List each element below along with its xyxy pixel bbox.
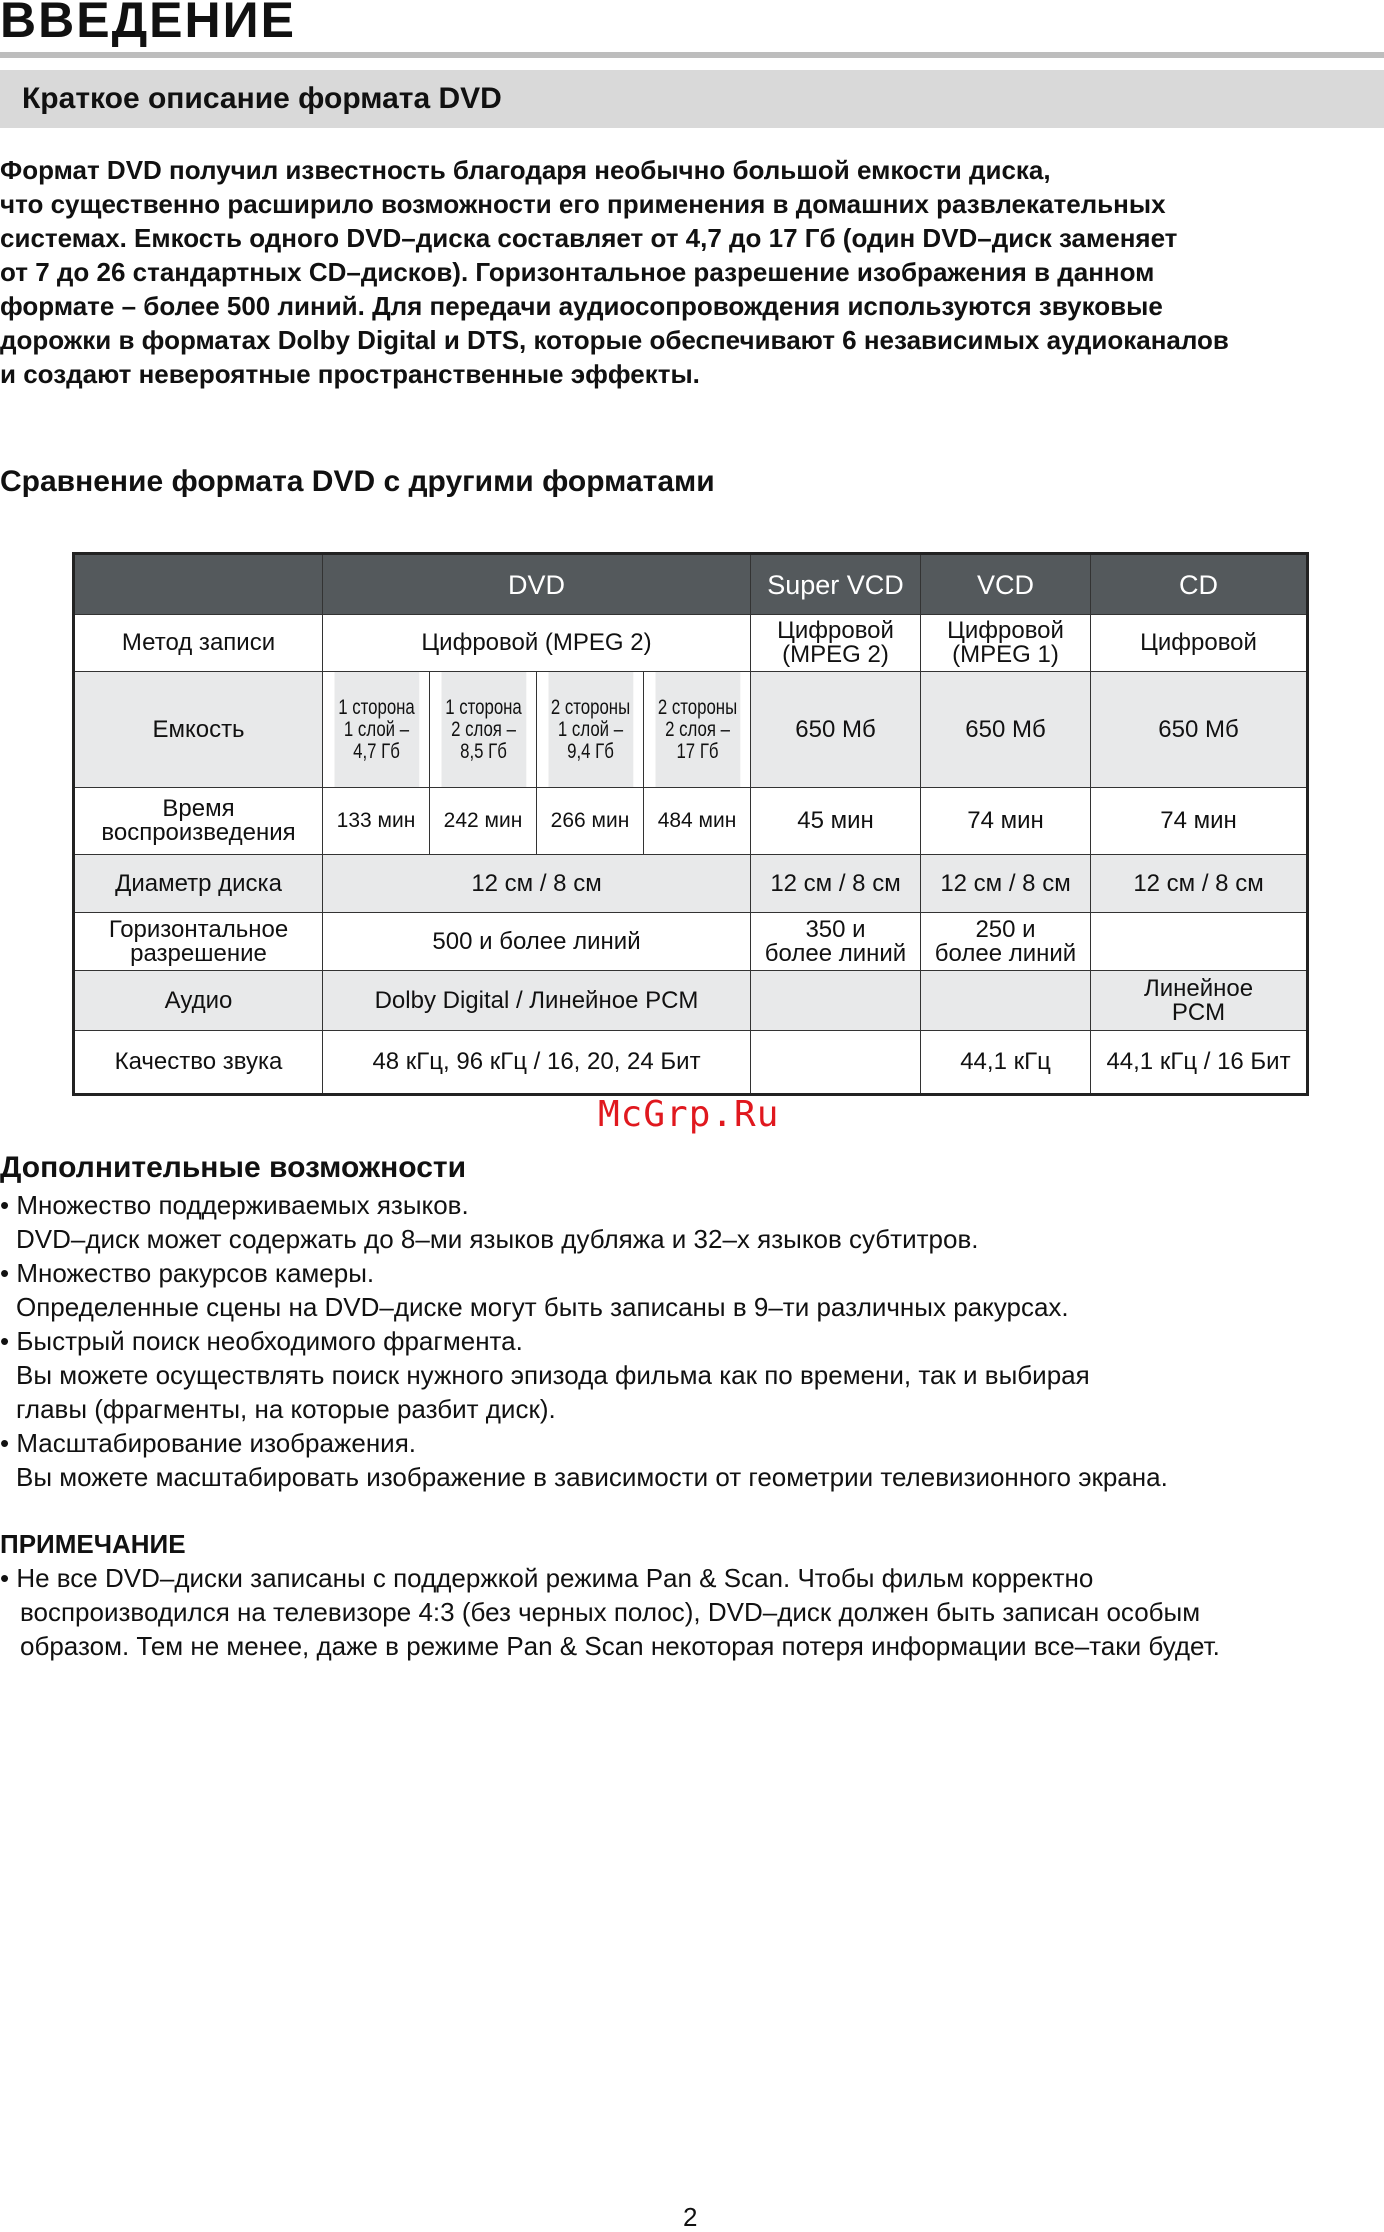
cell-vcd: 650 Мб [921,672,1091,788]
header-cd: CD [1091,554,1308,615]
table-row-playtime [74,788,1308,855]
table-row-method [74,615,1308,672]
cell-line: 250 и [975,915,1036,943]
feature-desc: Вы можете осуществлять поиск нужного эпизода фильма как по времени, так и выбирая [16,1360,1090,1390]
intro-line: Формат DVD получил известность благодаря необычно большой емкости диска, [0,155,1051,185]
row-label [74,913,323,971]
cell-line: более линий [764,939,907,967]
table-row-diameter [74,855,1308,913]
cell-svcd [751,971,921,1031]
header-dvd: DVD [323,554,751,615]
cell-line: (MPEG 2) [782,641,889,668]
feature-desc: Вы можете масштабировать изображение в зависимости от геометрии телевизионного экрана. [16,1462,1168,1492]
row-label: Качество звука [74,1031,323,1095]
page-title: ВВЕДЕНИЕ [0,0,296,48]
feature-title: • Быстрый поиск необходимого фрагмента. [0,1326,523,1356]
section-header-bar [0,70,1384,128]
row-label: Емкость [74,672,323,788]
title-rule [0,52,1384,58]
cell-line: разрешение [130,939,267,967]
row-label: Метод записи [74,615,323,672]
intro-line: формате – более 500 линий. Для передачи аудиосопровождения используются звуковые [0,291,1163,321]
intro-line: и создают невероятные пространственные эффекты. [0,359,700,389]
cell-dvd-time-4: 484 мин [644,788,751,855]
cell-line: 2 слоя – [450,717,516,741]
intro-paragraph [0,153,1370,391]
table-row-quality [74,1031,1308,1095]
cell-cd [1091,913,1308,971]
cell-vcd [921,615,1091,672]
row-label: Диаметр диска [74,855,323,913]
cell-line: более линий [934,939,1077,967]
cell-line: 1 слой – [343,717,409,741]
note-heading: ПРИМЕЧАНИЕ [0,1529,186,1559]
page-number: 2 [683,2202,698,2232]
row-label [74,788,323,855]
cell-dvd-time-3: 266 мин [537,788,644,855]
comparison-heading: Сравнение формата DVD с другими форматами [0,465,715,498]
intro-line: системах. Емкость одного DVD–диска составляет от 4,7 до 17 Гб (один DVD–диск заменяет [0,223,1178,253]
watermark: McGrp.Ru [598,1094,780,1135]
cell-line: 4,7 Гб [352,739,400,763]
section-title: Краткое описание формата DVD [22,82,502,115]
feature-title: • Масштабирование изображения. [0,1428,417,1458]
cell-vcd: 74 мин [921,788,1091,855]
header-vcd: VCD [921,554,1091,615]
cell-dvd-time-2: 242 мин [430,788,537,855]
cell-line: 8,5 Гб [459,739,507,763]
cell-dvd: Цифровой (MPEG 2) [323,615,751,672]
cell-line: Цифровой [777,617,894,644]
cell-vcd: 44,1 кГц [921,1031,1091,1095]
note-line: образом. Тем не менее, даже в режиме Pan & Scan некоторая потеря информации все–таки будет. [20,1631,1220,1661]
feature-desc: Определенные сцены на DVD–диске могут быть записаны в 9–ти различных ракурсах. [16,1292,1069,1322]
cell-dvd: 48 кГц, 96 кГц / 16, 20, 24 Бит [323,1031,751,1095]
cell-svcd: 45 мин [751,788,921,855]
cell-dvd-time-1: 133 мин [323,788,430,855]
list-item [0,1256,1370,1324]
cell-line: Горизонтальное [108,915,289,943]
cell-line: PCM [1171,998,1226,1026]
cell-line: 9,4 Гб [566,739,614,763]
cell-vcd [921,971,1091,1031]
table-row-resolution [74,913,1308,971]
cell-line: 350 и [805,915,866,943]
table-row-audio [74,971,1308,1031]
table-row-capacity [74,672,1308,788]
cell-line: (MPEG 1) [952,641,1059,668]
cell-line: 1 слой – [557,717,623,741]
cell-cd: Цифровой [1091,615,1308,672]
cell-cd: 12 см / 8 см [1091,855,1308,913]
cell-svcd [751,913,921,971]
cell-dvd: 12 см / 8 см [323,855,751,913]
cell-line: воспроизведения [101,819,296,846]
cell-line: 17 Гб [675,739,719,763]
feature-desc: главы (фрагменты, на которые разбит диск). [16,1394,556,1424]
cell-svcd: 650 Мб [751,672,921,788]
cell-cd: 44,1 кГц / 16 Бит [1091,1031,1308,1095]
cell-line: 1 сторона [444,695,522,719]
features-list [0,1188,1370,1494]
cell-svcd [751,1031,921,1095]
cell-line: 2 слоя – [664,717,730,741]
list-item [0,1188,1370,1256]
cell-line: Цифровой [947,617,1064,644]
cell-cd: 74 мин [1091,788,1308,855]
cell-dvd: Dolby Digital / Линейное PCM [323,971,751,1031]
features-heading: Дополнительные возможности [0,1151,467,1184]
cell-line: Линейное [1143,974,1254,1002]
cell-dvd-capacity-2 [440,672,526,788]
list-item [0,1426,1370,1494]
table-header-row [74,554,1308,615]
cell-dvd-capacity-1 [333,672,419,788]
header-empty-cell [74,554,323,615]
intro-line: дорожки в форматах Dolby Digital и DTS, которые обеспечивают 6 независимых аудиоканалов [0,325,1229,355]
intro-line: от 7 до 26 стандартных CD–дисков). Горизонтальное разрешение изображения в данном [0,257,1155,287]
cell-line: 1 сторона [337,695,415,719]
cell-dvd: 500 и более линий [323,913,751,971]
intro-line: что существенно расширило возможности его применения в домашних развлекательных [0,189,1166,219]
cell-dvd-capacity-4 [654,672,740,788]
cell-line: 2 стороны [550,695,630,719]
cell-dvd-capacity-3 [547,672,633,788]
cell-line: 2 стороны [657,695,737,719]
cell-vcd [921,913,1091,971]
cell-svcd: 12 см / 8 см [751,855,921,913]
row-label: Аудио [74,971,323,1031]
note-text [0,1561,1370,1663]
cell-line: Время [162,795,235,822]
list-item [0,1324,1370,1426]
note-line: воспроизводился на телевизоре 4:3 (без черных полос), DVD–диск должен быть записан особым [20,1597,1201,1627]
feature-desc: DVD–диск может содержать до 8–ми языков дубляжа и 32–х языков субтитров. [16,1224,979,1254]
cell-cd [1091,971,1308,1031]
cell-svcd [751,615,921,672]
header-svcd: Super VCD [751,554,921,615]
feature-title: • Множество поддерживаемых языков. [0,1190,469,1220]
cell-vcd: 12 см / 8 см [921,855,1091,913]
feature-title: • Множество ракурсов камеры. [0,1258,375,1288]
note-line: • Не все DVD–диски записаны с поддержкой режима Pan & Scan. Чтобы фильм корректно [0,1563,1094,1593]
cell-cd: 650 Мб [1091,672,1308,788]
comparison-table [72,552,1309,1096]
